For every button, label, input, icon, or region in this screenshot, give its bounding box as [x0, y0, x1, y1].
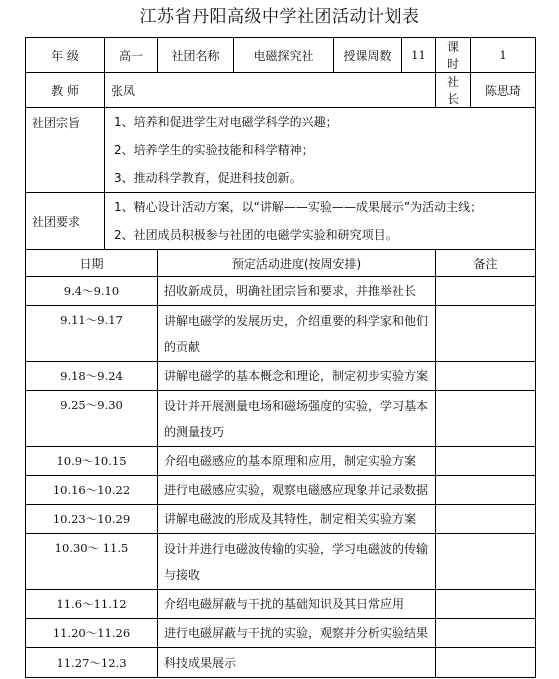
teacher-label: 教 师 — [26, 73, 105, 108]
date-header: 日期 — [26, 250, 158, 277]
schedule-note — [436, 648, 536, 678]
schedule-date: 10.23～10.29 — [26, 505, 158, 534]
schedule-row — [26, 534, 536, 590]
info-row-1 — [26, 38, 536, 73]
schedule-date: 11.20～11.26 — [26, 619, 158, 648]
schedule-row — [26, 306, 536, 362]
aims-row — [26, 108, 536, 193]
aims-label: 社团宗旨 — [26, 108, 105, 193]
weeks-value: 11 — [402, 38, 436, 73]
note-header: 备注 — [436, 250, 536, 277]
schedule-content: 介绍电磁感应的基本原理和应用，制定实验方案 — [158, 447, 436, 476]
aims-item: 1、培养和促进学生对电磁学科学的兴趣； — [114, 115, 338, 129]
schedule-date: 9.4～9.10 — [26, 277, 158, 306]
aims-content — [105, 108, 536, 193]
schedule-row — [26, 648, 536, 678]
schedule-note — [436, 476, 536, 505]
info-row-2 — [26, 73, 536, 108]
schedule-date: 9.11～9.17 — [26, 306, 158, 362]
grade-value: 高一 — [105, 38, 158, 73]
schedule-note — [436, 277, 536, 306]
schedule-note — [436, 391, 536, 447]
schedule-content: 进行电磁屏蔽与干扰的实验，观察并分析实验结果 — [158, 619, 436, 648]
schedule-note — [436, 306, 536, 362]
requirements-item: 2、社团成员积极参与社团的电磁学实验和研究项目。 — [114, 228, 398, 242]
schedule-header-row — [26, 250, 536, 277]
schedule-row — [26, 391, 536, 447]
requirements-row — [26, 193, 536, 250]
schedule-row — [26, 362, 536, 391]
schedule-content: 设计并进行电磁波传输的实验，学习电磁波的传输与接收 — [158, 534, 436, 590]
grade-label: 年 级 — [26, 38, 105, 73]
schedule-date: 10.16～10.22 — [26, 476, 158, 505]
schedule-content: 介绍电磁屏蔽与干扰的基础知识及其日常应用 — [158, 590, 436, 619]
schedule-row — [26, 447, 536, 476]
president-value: 陈思琦 — [471, 73, 536, 108]
schedule-content: 讲解电磁学的发展历史，介绍重要的科学家和他们的贡献 — [158, 306, 436, 362]
requirements-content — [105, 193, 536, 250]
schedule-row — [26, 476, 536, 505]
schedule-row — [26, 505, 536, 534]
hours-value: 1 — [471, 38, 536, 73]
schedule-row — [26, 590, 536, 619]
schedule-note — [436, 619, 536, 648]
progress-header: 预定活动进度(按周安排) — [158, 250, 436, 277]
schedule-row — [26, 277, 536, 306]
schedule-date: 11.6～11.12 — [26, 590, 158, 619]
schedule-date: 9.18～9.24 — [26, 362, 158, 391]
schedule-date: 10.9～10.15 — [26, 447, 158, 476]
schedule-date: 9.25～9.30 — [26, 391, 158, 447]
schedule-content: 进行电磁感应实验，观察电磁感应现象并记录数据 — [158, 476, 436, 505]
schedule-note — [436, 505, 536, 534]
schedule-row — [26, 619, 536, 648]
weeks-label: 授课周数 — [334, 38, 402, 73]
requirements-item: 1、精心设计活动方案，以“讲解——实验——成果展示”为活动主线； — [114, 200, 483, 214]
schedule-content: 设计并开展测量电场和磁场强度的实验，学习基本的测量技巧 — [158, 391, 436, 447]
schedule-content: 科技成果展示 — [158, 648, 436, 678]
schedule-note — [436, 590, 536, 619]
schedule-note — [436, 362, 536, 391]
requirements-label: 社团要求 — [26, 193, 105, 250]
teacher-value: 张凤 — [105, 73, 436, 108]
aims-item: 2、培养学生的实验技能和科学精神； — [114, 143, 314, 157]
schedule-note — [436, 534, 536, 590]
page-title: 江苏省丹阳高级中学社团活动计划表 — [139, 7, 420, 27]
hours-label: 课时 — [436, 38, 471, 73]
schedule-content: 讲解电磁学的基本概念和理论，制定初步实验方案 — [158, 362, 436, 391]
schedule-date: 10.30～ 11.5 — [26, 534, 158, 590]
club-name-value: 电磁探究社 — [234, 38, 334, 73]
club-name-label: 社团名称 — [158, 38, 234, 73]
aims-item: 3、推动科学教育，促进科技创新。 — [114, 171, 302, 185]
president-label: 社长 — [436, 73, 471, 108]
schedule-content: 讲解电磁波的形成及其特性，制定相关实验方案 — [158, 505, 436, 534]
schedule-content: 招收新成员，明确社团宗旨和要求，并推举社长 — [158, 277, 436, 306]
schedule-date: 11.27～12.3 — [26, 648, 158, 678]
schedule-note — [436, 447, 536, 476]
club-plan-table — [25, 37, 536, 678]
